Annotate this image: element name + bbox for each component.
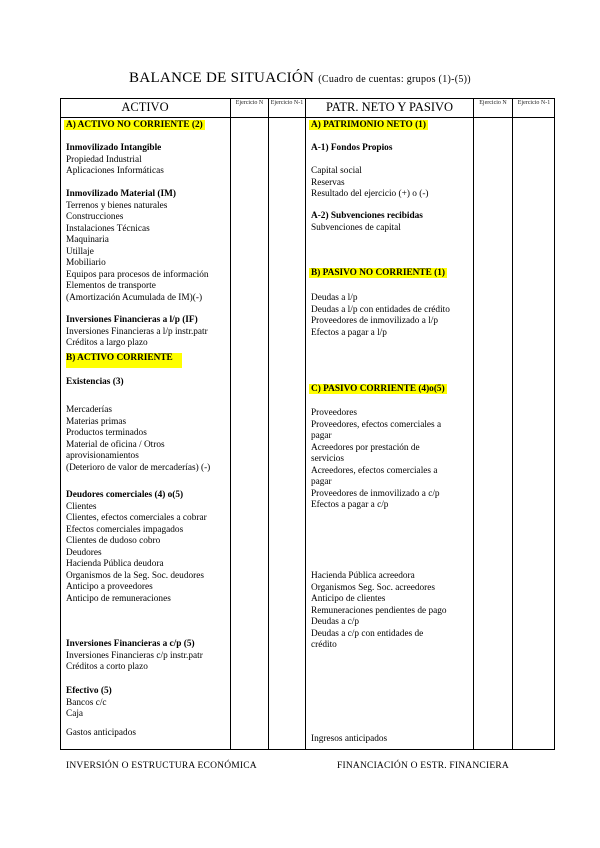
section-title: Inversiones Financieras a c/p (5)	[66, 639, 195, 649]
account-line: Productos terminados	[66, 428, 147, 438]
account-line: Construcciones	[66, 212, 124, 222]
account-line: Clientes de dudoso cobro	[66, 536, 161, 546]
fondos-propios-section	[311, 143, 392, 155]
account-line: Elementos de transporte	[66, 281, 156, 291]
deudores-section	[66, 490, 207, 605]
existencias-section	[66, 405, 251, 474]
fondos-propios-items	[311, 166, 429, 201]
account-line: Terrenos y bienes naturales	[66, 200, 168, 211]
account-line: Propiedad Industrial	[66, 154, 142, 165]
account-line: Clientes	[66, 501, 97, 512]
efectivo-section	[66, 686, 112, 721]
account-line: Mercaderías	[66, 405, 112, 415]
account-line: Deudas a l/p con entidades de crédito	[311, 304, 450, 315]
account-line: Créditos a corto plazo	[66, 662, 148, 672]
column-divider	[268, 98, 269, 750]
account-line: Organismos Seg. Soc. acreedores	[311, 582, 436, 593]
pasivo-corriente-section	[311, 408, 441, 512]
subvenciones-section	[311, 211, 423, 234]
material-section	[66, 189, 209, 304]
account-line: pagar	[311, 431, 332, 441]
column-divider	[305, 98, 306, 750]
section-title: Efectivo (5)	[66, 686, 112, 696]
account-line: Utillaje	[66, 246, 94, 257]
account-line: Hacienda Pública acreedora	[311, 571, 415, 581]
inversiones-cp-section	[66, 639, 203, 674]
section-title: Inversiones Financieras a l/p (IF)	[66, 315, 198, 325]
account-line: Subvenciones de capital	[311, 222, 401, 233]
account-line: crédito	[311, 640, 337, 650]
column-divider	[512, 98, 513, 750]
account-line: Deudores	[66, 547, 102, 558]
section-title: A-1) Fondos Propios	[311, 143, 393, 153]
section-title: A-2) Subvenciones recibidas	[311, 211, 423, 221]
account-line: Clientes, efectos comerciales a cobrar	[66, 513, 207, 523]
pasivo-no-corriente-section	[311, 293, 450, 339]
account-line: Efectos a pagar a c/p	[311, 500, 389, 510]
pasivo-no-corriente-heading: B) PASIVO NO CORRIENTE (1)	[311, 268, 445, 278]
account-line: Créditos a largo plazo	[66, 338, 148, 348]
gastos-anticipados: Gastos anticipados	[66, 728, 136, 738]
account-line: Acreedores, efectos comerciales a	[311, 465, 438, 476]
account-line: Efectos comerciales impagados	[66, 524, 184, 535]
account-line: Anticipo de clientes	[311, 594, 386, 604]
patrimonio-neto-heading: A) PATRIMONIO NETO (1)	[311, 120, 426, 130]
account-line: Hacienda Pública deudora	[66, 559, 164, 569]
header-activo: ACTIVO	[121, 100, 169, 114]
footer-left: INVERSIÓN O ESTRUCTURA ECONÓMICA	[66, 761, 257, 771]
header-divider	[60, 117, 555, 118]
account-line: pagar	[311, 477, 332, 487]
account-line: Reservas	[311, 177, 345, 188]
header-pasivo: PATR. NETO Y PASIVO	[325, 100, 454, 114]
account-line: Anticipo de remuneraciones	[66, 593, 171, 604]
account-line: Bancos c/c	[66, 697, 107, 708]
activo-corriente-heading: B) ACTIVO CORRIENTE	[66, 353, 173, 363]
account-line: Efectos a pagar a l/p	[311, 327, 387, 338]
section-title: Inmovilizado Intangible	[66, 143, 162, 153]
intangible-section	[66, 143, 164, 178]
title-main: BALANCE DE SITUACIÓN	[129, 70, 315, 86]
account-line: Deudas a c/p con entidades de	[311, 628, 424, 639]
inversiones-lp-section	[66, 315, 208, 350]
account-line: aprovisionamientos	[66, 451, 139, 461]
activo-no-corriente-heading: A) ACTIVO NO CORRIENTE (2)	[66, 120, 203, 130]
header-ejercicio-n1-pasivo: Ejercicio N-1	[517, 100, 551, 106]
account-line: Aplicaciones Informáticas	[66, 166, 164, 176]
ingresos-anticipados: Ingresos anticipados	[311, 734, 388, 744]
account-line: Caja	[66, 709, 84, 719]
column-divider	[473, 98, 474, 750]
account-line: Resultado del ejercicio (+) o (-)	[311, 189, 429, 199]
header-ejercicio-n1-activo: Ejercicio N-1	[270, 100, 304, 106]
account-line: (Amortización Acumulada de IM)(-)	[66, 292, 203, 303]
section-title: Inmovilizado Material (IM)	[66, 189, 176, 199]
account-line: Materias primas	[66, 416, 127, 427]
pasivo-corriente-heading: C) PASIVO CORRIENTE (4)o(5)	[311, 384, 445, 394]
account-line: Maquinaria	[66, 235, 109, 245]
header-ejercicio-n-activo: Ejercicio N	[235, 100, 264, 106]
account-line: Proveedores de inmovilizado a c/p	[311, 488, 440, 499]
account-line: Anticipo a proveedores	[66, 582, 153, 592]
account-line: Proveedores	[311, 408, 357, 418]
account-line: Deudas a l/p	[311, 293, 358, 303]
account-line: Material de oficina / Otros	[66, 439, 165, 450]
account-line: Acreedores por prestación de	[311, 442, 420, 453]
account-line: Inversiones Financieras c/p instr.patr	[66, 650, 203, 661]
account-line: Inversiones Financieras a l/p instr.patr	[66, 326, 208, 337]
account-line: Proveedores de inmovilizado a l/p	[311, 316, 439, 326]
account-line: Proveedores, efectos comerciales a	[311, 419, 442, 430]
account-line: servicios	[311, 454, 345, 464]
account-line: Instalaciones Técnicas	[66, 223, 150, 234]
otros-pasivos-section	[311, 571, 447, 652]
account-line: Capital social	[311, 166, 362, 176]
page-title	[0, 70, 600, 87]
title-sub: (Cuadro de cuentas: grupos (1)-(5))	[318, 74, 471, 85]
existencias-title: Existencias (3)	[66, 377, 124, 387]
account-line: (Deterioro de valor de mercaderías) (-)	[66, 462, 211, 473]
account-line: Deudas a c/p	[311, 617, 360, 627]
account-line: Mobiliario	[66, 258, 106, 268]
account-line: Equipos para procesos de información	[66, 269, 209, 280]
account-line: Organismos de la Seg. Soc. deudores	[66, 570, 204, 581]
account-line: Remuneraciones pendientes de pago	[311, 605, 447, 616]
header-ejercicio-n-pasivo: Ejercicio N	[479, 100, 507, 106]
section-title: Deudores comerciales (4) o(5)	[66, 490, 184, 500]
footer-right: FINANCIACIÓN O ESTR. FINANCIERA	[337, 761, 509, 771]
